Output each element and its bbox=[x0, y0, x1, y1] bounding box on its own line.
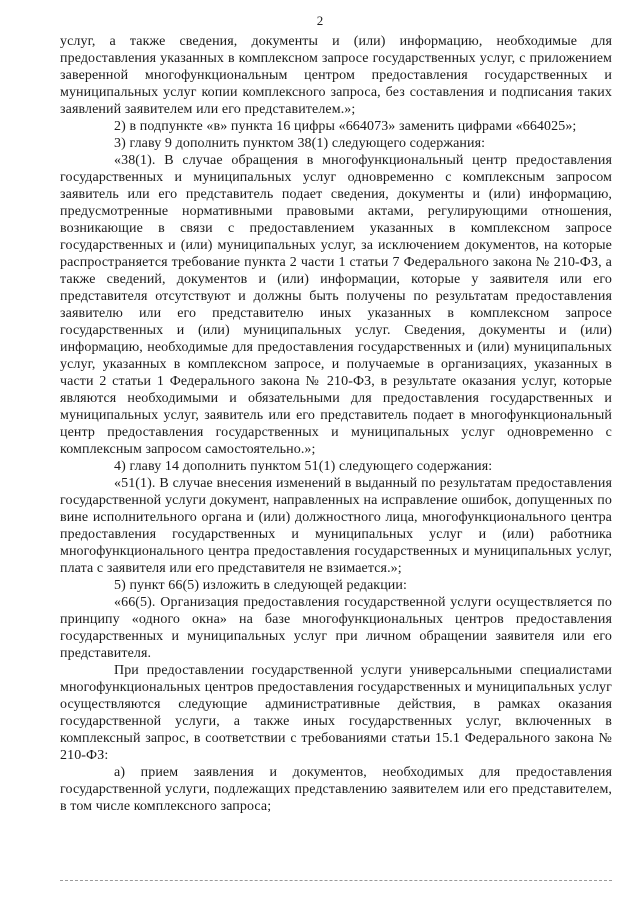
paragraph-clause-66-5: «66(5). Организация предоставления государственной услуги осуществляется по принципу «одного окна» на базе многофункциональных центров предоставления государственных и муниципальных услуг при личном обращении заявителя или его представителя. bbox=[60, 595, 612, 661]
page-number: 2 bbox=[316, 13, 324, 28]
paragraph-admin-actions: При предоставлении государственной услуги универсальными специалистами многофункциональных центров предоставления государственных и муниципальных услуг осуществляются следующие административные действия, в рамках оказания государственной услуги, а также иных государственных услуг, включенных в комплексный запрос, в соответствии с требованиями статьи 15.1 Федерального закона № 210-ФЗ: bbox=[60, 663, 612, 763]
paragraph-subitem-a: а) прием заявления и документов, необходимых для предоставления государственной услуги, подлежащих представлению заявителем или его представителем, в том числе комплексного запроса; bbox=[60, 765, 612, 814]
paragraph-item-4: 4) главу 14 дополнить пунктом 51(1) следующего содержания: bbox=[114, 459, 493, 474]
paragraph-continuation: услуг, а также сведения, документы и (или) информацию, необходимые для предоставления указанных в комплексном запросе государственных услуг, с приложением заверенной многофункциональным центром предоставления государственных и муниципальных услуг копии комплексного запроса, без составления и подписания таких заявлений заявителем или его представителем.»; bbox=[60, 34, 612, 117]
paragraph-clause-51-1: «51(1). В случае внесения изменений в выданный по результатам предоставления государственной услуги документ, направленных на исправление ошибок, допущенных по вине исполнительного органа и (или) должностного лица, многофункционального центра предоставления государственных и муниципальных услуг и (или) работника многофункционального центра предоставления государственных и муниципальных услуг, плата с заявителя или его представителя не взимается.»; bbox=[60, 476, 612, 576]
page-bottom-divider bbox=[60, 880, 612, 881]
paragraph-clause-38-1: «38(1). В случае обращения в многофункциональный центр предоставления государственных и муниципальных услуг одновременно с комплексным запросом заявитель или его представитель подает сведения, документы и (или) информацию, предусмотренные нормативными правовыми актами, регулирующими отношения, возникающие в связи с предоставлением указанных в комплексном запросе государственных и (или) муниципальных услуг, за исключением документов, на которые распространяется требование пункта 2 части 1 статьи 7 Федерального закона № 210-ФЗ, а также сведений, документов и (или) информации, которые у заявителя или его представителя отсутствуют и должны быть получены по результатам предоставления заявителю или его представителю иных указанных в комплексном запросе государственных и (или) муниципальных услуг. Сведения, документы и (или) информацию, необходимые для предоставления государственных и (или) муниципальных услуг, указанных в комплексном запросе, и получаемые в организациях, указанных в части 2 статьи 1 Федерального закона № 210-ФЗ, в результате оказания услуг, которые являются необходимыми и обязательными для предоставления государственных и муниципальных услуг, заявитель или его представитель подает в многофункциональный центр предоставления государственных и муниципальных услуг одновременно с комплексным запросом самостоятельно.»; bbox=[60, 153, 612, 457]
paragraph-item-2: 2) в подпункте «в» пункта 16 цифры «664073» заменить цифрами «664025»; bbox=[114, 119, 577, 134]
paragraph-item-5: 5) пункт 66(5) изложить в следующей редакции: bbox=[114, 578, 407, 593]
paragraph-item-3: 3) главу 9 дополнить пунктом 38(1) следующего содержания: bbox=[114, 136, 486, 151]
document-body bbox=[60, 33, 612, 815]
